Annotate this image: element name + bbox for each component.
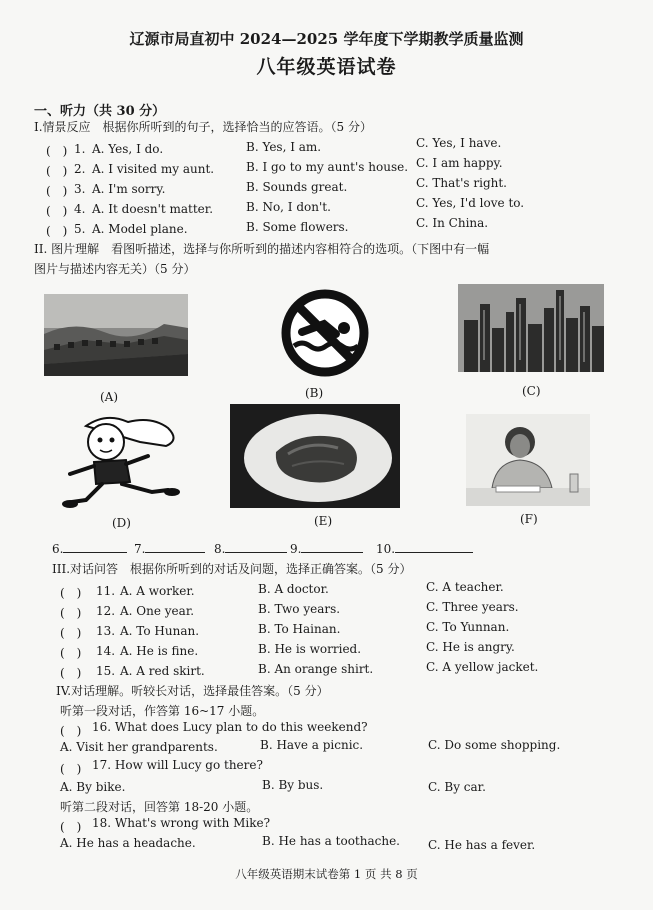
option-b: B. Have a picnic. [260, 738, 364, 752]
option-c: C. A yellow jacket. [426, 660, 539, 674]
option-b: B. I go to my aunt's house. [246, 160, 409, 174]
option-c: C. A teacher. [426, 580, 504, 594]
answer-blank-10[interactable] [376, 540, 473, 556]
option-a: A. To Hunan. [120, 624, 200, 638]
question-number: 2. [74, 162, 86, 176]
option-c: C. Do some shopping. [428, 738, 561, 752]
option-c: C. Yes, I have. [416, 136, 502, 150]
option-b: B. An orange shirt. [258, 662, 374, 676]
option-b: B. Yes, I am. [246, 140, 322, 154]
blank-line[interactable] [301, 540, 363, 553]
option-a: A. Yes, I do. [92, 142, 164, 156]
option-a: A. He is fine. [120, 644, 199, 658]
part-ii-title: II. 图片理解 看图听描述，选择与你所听到的描述内容相符合的选项。（下图中有一幅 [34, 242, 490, 256]
answer-bracket[interactable]: ( ) [46, 164, 68, 178]
answer-blank-7[interactable] [134, 540, 205, 556]
option-b: B. Two years. [258, 602, 341, 616]
option-a: A. It doesn't matter. [92, 202, 214, 216]
question-number: 12. [96, 604, 116, 618]
option-a: A. One year. [120, 604, 195, 618]
blank-line[interactable] [395, 540, 473, 553]
blank-line[interactable] [63, 540, 127, 553]
picture-b-label: (B) [305, 386, 324, 400]
option-c: C. To Yunnan. [426, 620, 510, 634]
answer-blank-9[interactable] [290, 540, 363, 556]
answer-blank-8[interactable] [214, 540, 287, 556]
exam-header-title: 辽源市局直初中 2024—2025 学年度下学期教学质量监测 [129, 30, 524, 48]
option-a: A. A worker. [120, 584, 195, 598]
option-c: C. Three years. [426, 600, 519, 614]
answer-blank-6[interactable] [52, 540, 127, 556]
option-b: B. He has a toothache. [262, 834, 400, 848]
question-18: 18. What's wrong with Mike? [92, 816, 271, 830]
option-a: A. Visit her grandparents. [60, 740, 218, 754]
blank-line[interactable] [225, 540, 287, 553]
question-number: 13. [96, 624, 116, 638]
picture-e-label: (E) [314, 514, 333, 528]
answer-bracket[interactable]: ( ) [46, 224, 68, 238]
option-b: B. To Hainan. [258, 622, 341, 636]
picture-c-label: (C) [522, 384, 541, 398]
blank-number: 9. [290, 542, 302, 556]
option-c: C. That's right. [416, 176, 507, 190]
question-number: 5. [74, 222, 86, 236]
option-a: A. I'm sorry. [92, 182, 166, 196]
question-17: 17. How will Lucy go there? [92, 758, 263, 772]
option-a: A. I visited my aunt. [92, 162, 215, 176]
blank-number: 7. [134, 542, 146, 556]
picture-f-woman-writing [466, 414, 590, 506]
question-number: 4. [74, 202, 86, 216]
option-a: A. Model plane. [92, 222, 188, 236]
answer-bracket[interactable]: ( ) [46, 204, 68, 218]
dialog-2-instructions: 听第二段对话，回答第 18-20 小题。 [60, 800, 259, 814]
answer-bracket[interactable]: ( ) [60, 724, 82, 738]
section-listening-title: 一、听力（共 30 分） [34, 104, 166, 119]
blank-line[interactable] [145, 540, 205, 553]
answer-bracket[interactable]: ( ) [60, 626, 82, 640]
picture-a-label: (A) [100, 390, 119, 404]
option-c: C. Yes, I'd love to. [416, 196, 525, 210]
option-c: C. I am happy. [416, 156, 503, 170]
option-a: A. He has a headache. [60, 836, 196, 850]
answer-bracket[interactable]: ( ) [60, 762, 82, 776]
picture-b-no-swimming-sign [262, 288, 388, 378]
dialog-1-instructions: 听第一段对话，作答第 16~17 小题。 [60, 704, 265, 718]
option-b: B. Some flowers. [246, 220, 349, 234]
part-i-title: I.情景反应 根据你所听到的句子，选择恰当的应答语。（5 分） [34, 120, 373, 134]
option-b: B. Sounds great. [246, 180, 348, 194]
option-b: B. No, I don't. [246, 200, 331, 214]
option-b: B. By bus. [262, 778, 324, 792]
answer-bracket[interactable]: ( ) [60, 666, 82, 680]
answer-bracket[interactable]: ( ) [46, 184, 68, 198]
picture-e-food-dish [230, 404, 400, 508]
option-c: C. He has a fever. [428, 838, 536, 852]
option-a: A. A red skirt. [120, 664, 205, 678]
question-number: 11. [96, 584, 116, 598]
picture-d-label: (D) [112, 516, 131, 530]
picture-a-great-wall [44, 294, 188, 376]
question-number: 14. [96, 644, 116, 658]
blank-number: 6. [52, 542, 64, 556]
answer-bracket[interactable]: ( ) [60, 646, 82, 660]
part-iii-title: III.对话问答 根据你所听到的对话及问题，选择正确答案。（5 分） [52, 562, 412, 576]
option-a: A. By bike. [60, 780, 126, 794]
picture-f-label: (F) [520, 512, 538, 526]
page-footer: 八年级英语期末试卷第 1 页 共 8 页 [235, 867, 418, 881]
answer-bracket[interactable]: ( ) [60, 606, 82, 620]
question-number: 1. [74, 142, 86, 156]
question-number: 3. [74, 182, 86, 196]
part-ii-title-cont: 图片与描述内容无关）（5 分） [34, 262, 196, 276]
option-c: C. In China. [416, 216, 489, 230]
picture-d-running-girl [56, 412, 188, 512]
option-b: B. He is worried. [258, 642, 362, 656]
question-16: 16. What does Lucy plan to do this weekend? [92, 720, 368, 734]
option-c: C. He is angry. [426, 640, 515, 654]
exam-subtitle: 八年级英语试卷 [256, 56, 397, 78]
answer-bracket[interactable]: ( ) [60, 586, 82, 600]
answer-bracket[interactable]: ( ) [60, 820, 82, 834]
picture-c-city-skyline [458, 284, 604, 372]
answer-bracket[interactable]: ( ) [46, 144, 68, 158]
option-b: B. A doctor. [258, 582, 329, 596]
blank-number: 8. [214, 542, 226, 556]
blank-number: 10. [376, 542, 396, 556]
part-iv-title: IV.对话理解。听较长对话，选择最佳答案。（5 分） [56, 684, 329, 698]
question-number: 15. [96, 664, 116, 678]
option-c: C. By car. [428, 780, 486, 794]
